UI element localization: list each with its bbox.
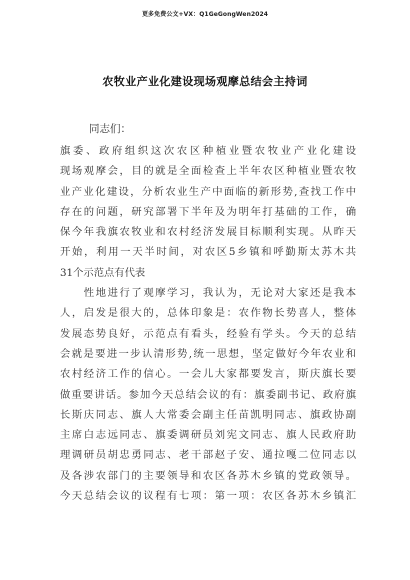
text-line: 旗委、政府组织这次农区种植业暨农牧业产业化建设 [60,145,356,157]
text-line: 发展态势良好，示范点有看头，经验有学头。今天的总结 [60,327,356,340]
text-line: 主席白志远同志、旗委调研员刘宪文同志、旗人民政府助 [60,429,356,442]
text-line: 今天总结会议的议程有七项：第一项：农区各苏木乡镇汇 [60,490,356,503]
text-line: 长斯庆同志、旗人大常委会副主任苗凯明同志、旗政协副 [60,408,356,421]
text-line: 会就是要进一步认清形势,统一思想，坚定做好今年农业和 [60,347,356,360]
text-line: 做重要讲话。参加今天总结会议的有：旗委副书记、政府旗 [60,388,356,401]
document-title: 农牧业产业化建设现场观摩总结会主持词 [102,75,308,88]
text-line: 存在的问题，研究部署下半年及为明年打基础的工作，确 [60,205,356,218]
text-line: 业产业化建设，分析农业生产中面临的新形势,查找工作中 [60,185,356,198]
text-line: 保今年我旗农牧业和农村经济发展目标顺利实现。从昨天 [60,226,356,239]
text-line: 理调研员胡忠勇同志、老干部赵子安、通拉嘎二位同志以 [60,449,356,462]
body-text [60,141,356,506]
salutation: 同志们： [89,123,131,135]
text-line: 及各涉农部门的主要领导和农区各苏木乡镇的党政领导。 [60,469,356,482]
text-line: 人，启发是很大的，总体印象是：农作物长势喜人，整体 [60,307,356,320]
text-line: 31个示范点有代表 [60,266,146,279]
text-line: 性地进行了观摩学习，我认为，无论对大家还是我本 [60,287,356,300]
header-note: 更多免费公文+VX：Q1GeGongWen2024 [141,11,269,18]
text-line: 开始，利用一天半时间，对农区5乡镇和呼勤斯太苏木共 [60,246,356,259]
text-line: 现场观摩会，目的就是全面检查上半年农区种植业暨农牧 [60,165,356,178]
text-line: 农村经济工作的信心。一会儿大家都要发言，斯庆旗长要 [60,368,356,381]
